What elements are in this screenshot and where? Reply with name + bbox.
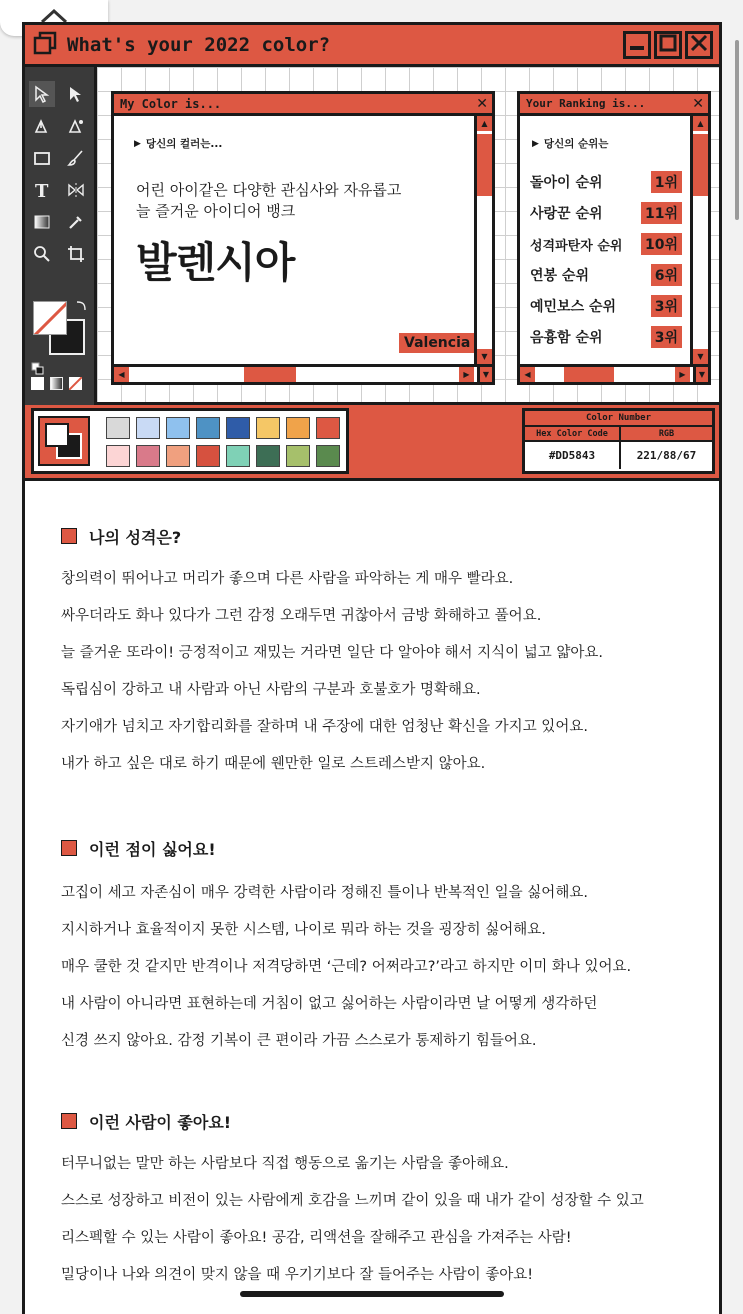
color-swatch[interactable]	[106, 417, 130, 439]
scroll-right-icon[interactable]: ▶	[459, 367, 474, 382]
color-swatch[interactable]	[166, 417, 190, 439]
ranking-value: 3위	[651, 295, 682, 317]
paragraph-line: 창의력이 뛰어나고 머리가 좋으며 다른 사람을 파악하는 게 매우 빨라요.	[61, 571, 514, 587]
horizontal-scrollbar[interactable]	[520, 364, 708, 382]
color-swatch[interactable]	[136, 417, 160, 439]
section-heading	[61, 1106, 683, 1136]
scroll-left-icon[interactable]: ◀	[114, 367, 129, 382]
ranking-item	[530, 201, 682, 225]
bullet-triangle-icon: ▶	[134, 138, 141, 149]
my-color-panel-title: My Color is...	[120, 96, 222, 111]
brush-tool-icon[interactable]	[63, 145, 89, 171]
section-heading	[61, 833, 683, 863]
current-color-preview[interactable]	[38, 416, 90, 466]
ranking-panel-title: Your Ranking is...	[526, 97, 646, 110]
no-fill-icon[interactable]	[69, 377, 82, 390]
panel-close-icon[interactable]: ✕	[692, 95, 704, 112]
ranking-item	[530, 170, 682, 194]
close-button[interactable]	[685, 31, 713, 59]
app-window	[22, 22, 722, 1314]
paragraph-line: 싸우더라도 화나 있다가 그런 감정 오래두면 귀찮아서 금방 화해하고 풀어요.	[61, 608, 542, 624]
horizontal-scrollbar[interactable]	[114, 364, 492, 382]
window-title: What's your 2022 color?	[67, 33, 331, 56]
ranking-label: 예민보스 순위	[530, 299, 617, 315]
ranking-label: 성격파탄자 순위	[530, 238, 623, 254]
ranking-value: 6위	[651, 264, 682, 286]
ranking-item	[530, 232, 682, 256]
panel-close-icon[interactable]: ✕	[476, 95, 488, 112]
scroll-thumb[interactable]	[564, 367, 614, 382]
color-swatch[interactable]	[226, 445, 250, 467]
color-swatch[interactable]	[316, 417, 340, 439]
color-number-panel	[522, 408, 715, 474]
ranking-item	[530, 263, 682, 287]
maximize-icon	[659, 34, 677, 56]
zoom-tool-icon[interactable]	[29, 241, 55, 267]
paragraph-line: 독립심이 강하고 내 사람과 아닌 사람의 구분과 호불호가 명확해요.	[61, 682, 481, 698]
scroll-down-icon[interactable]: ▼	[477, 349, 492, 364]
my-color-panel	[111, 91, 495, 385]
scroll-down-icon[interactable]: ▼	[693, 367, 708, 382]
swatch-panel	[31, 408, 349, 474]
workspace	[25, 67, 719, 405]
hex-label: Hex Color Code	[525, 427, 621, 440]
color-swatch[interactable]	[316, 445, 340, 467]
color-swatch[interactable]	[136, 445, 160, 467]
curvature-pen-icon[interactable]	[63, 113, 89, 139]
title-bar	[25, 25, 719, 67]
hex-value: #DD5843	[525, 442, 621, 469]
scroll-thumb[interactable]	[477, 134, 492, 196]
vertical-scrollbar[interactable]	[474, 116, 492, 364]
ranking-label: 음흉함 순위	[530, 330, 603, 346]
crop-tool-icon[interactable]	[63, 241, 89, 267]
my-color-sub-label	[134, 136, 222, 151]
pen-tool-icon[interactable]	[29, 113, 55, 139]
type-tool-icon[interactable]	[29, 177, 55, 203]
reflect-tool-icon[interactable]	[63, 177, 89, 203]
color-swatch[interactable]	[226, 417, 250, 439]
maximize-button[interactable]	[654, 31, 682, 59]
paragraph-line: 터무니없는 말만 하는 사람보다 직접 행동으로 옮기는 사람을 좋아해요.	[61, 1156, 509, 1172]
scroll-up-icon[interactable]: ▲	[693, 116, 708, 131]
paragraph-line: 자기애가 넘치고 자기합리화를 잘하며 내 주장에 대한 엄청난 확신을 가지고 있어요.	[61, 719, 588, 735]
scroll-left-icon[interactable]: ◀	[520, 367, 535, 382]
paragraph-line: 리스펙할 수 있는 사람이 좋아요! 공감, 리액션을 잘해주고 관심을 가져주는 사람!	[61, 1230, 572, 1246]
section-title: 나의 성격은?	[89, 527, 182, 547]
ranking-item	[530, 325, 682, 349]
paragraph-line: 밀당이나 나와 의견이 맞지 않을 때 우기기보다 잘 들어주는 사람이 좋아요!	[61, 1267, 534, 1283]
paragraph-line: 매우 쿨한 것 같지만 반격이나 저격당하면 ‘근데? 어쩌라고?’라고 하지만 이미 화나 있어요.	[61, 959, 632, 975]
color-swatch[interactable]	[286, 417, 310, 439]
rgb-value: 221/88/67	[636, 449, 697, 462]
paragraph-line: 스스로 성장하고 비전이 있는 사람에게 호감을 느끼며 같이 있을 때 내가 같이 성장할 수 있고	[61, 1193, 644, 1209]
ranking-label: 사랑꾼 순위	[530, 206, 603, 222]
color-number-header: Color Number	[525, 411, 712, 427]
tool-panel	[25, 67, 97, 405]
vertical-scrollbar[interactable]	[690, 116, 708, 364]
ranking-label: 연봉 순위	[530, 268, 589, 284]
section-heading	[61, 521, 683, 551]
section-bullet-icon	[61, 840, 77, 856]
paragraph-line: 내 사람이 아니라면 표현하는데 거침이 없고 싫어하는 사람이라면 날 어떻게 생각하던	[61, 996, 598, 1012]
color-swatch[interactable]	[256, 417, 280, 439]
color-swatch[interactable]	[166, 445, 190, 467]
ranking-value: 11위	[641, 202, 682, 224]
page-scrollbar[interactable]	[735, 40, 739, 220]
section-title: 이런 사람이 좋아요!	[89, 1112, 232, 1132]
fill-stroke-swatch[interactable]	[31, 297, 89, 355]
minimize-icon	[628, 34, 646, 56]
color-swatch[interactable]	[196, 445, 220, 467]
color-description	[136, 180, 401, 222]
eyedropper-tool-icon[interactable]	[63, 209, 89, 235]
home-indicator[interactable]	[240, 1291, 504, 1297]
section-title: 이런 점이 싫어요!	[89, 839, 216, 859]
ranking-sub-label	[532, 136, 608, 151]
ranking-label: 돌아이 순위	[530, 175, 603, 191]
scroll-right-icon[interactable]: ▶	[675, 367, 690, 382]
app-logo-icon	[33, 30, 59, 60]
color-swatch[interactable]	[106, 445, 130, 467]
scroll-up-icon[interactable]: ▲	[477, 116, 492, 131]
scroll-down-icon[interactable]: ▼	[477, 367, 492, 382]
section-bullet-icon	[61, 1113, 77, 1129]
close-icon	[690, 34, 708, 56]
sub-label-text: 당신의 순위는	[543, 138, 609, 150]
minimize-button[interactable]	[623, 31, 651, 59]
rectangle-tool-icon[interactable]	[29, 145, 55, 171]
content-body	[25, 481, 719, 1294]
paragraph-line: 신경 쓰지 않아요. 감정 기복이 큰 편이라 가끔 스스로가 통제하기 힘들어요.	[61, 1033, 537, 1049]
paragraph-line: 늘 즐거운 또라이! 긍정적이고 재밌는 거라면 일단 다 알아야 해서 지식이 넓고 얇아요.	[61, 645, 603, 661]
paragraph-line: 고집이 세고 자존심이 매우 강력한 사람이라 정해진 틀이나 반복적인 일을 싫어해요.	[61, 885, 588, 901]
description-line: 늘 즐거운 아이디어 뱅크	[136, 202, 296, 220]
color-fill-icon[interactable]	[31, 377, 44, 390]
direct-selection-tool-icon[interactable]	[63, 81, 89, 107]
paragraph-line: 지시하거나 효율적이지 못한 시스템, 나이로 뭐라 하는 것을 굉장히 싫어해요.	[61, 922, 546, 938]
gradient-fill-icon[interactable]	[50, 377, 63, 390]
selection-tool-icon[interactable]	[29, 81, 55, 107]
gradient-tool-icon[interactable]	[29, 209, 55, 235]
color-english-name: Valencia	[399, 333, 475, 353]
ranking-value: 10위	[641, 233, 682, 255]
section-bullet-icon	[61, 528, 77, 544]
description-line: 어린 아이같은 다양한 관심사와 자유롭고	[136, 181, 402, 199]
rgb-label: RGB	[621, 427, 712, 440]
bullet-triangle-icon: ▶	[532, 138, 539, 149]
svg-text:T: T	[35, 181, 49, 199]
ranking-item	[530, 294, 682, 318]
paragraph-line: 내가 하고 싶은 대로 하기 때문에 웬만한 일로 스트레스받지 않아요.	[61, 756, 486, 772]
ranking-panel	[517, 91, 711, 385]
scroll-thumb[interactable]	[693, 134, 708, 196]
color-swatch[interactable]	[256, 445, 280, 467]
fill-mode-buttons	[31, 377, 91, 393]
color-name: 발렌시아	[136, 238, 295, 287]
palette-bar	[25, 405, 719, 481]
ranking-value: 3위	[651, 326, 682, 348]
ranking-value: 1위	[651, 171, 682, 193]
scroll-thumb[interactable]	[244, 367, 296, 382]
sub-label-text: 당신의 컬러는...	[145, 138, 223, 150]
color-swatch[interactable]	[196, 417, 220, 439]
scroll-down-icon[interactable]: ▼	[693, 349, 708, 364]
color-swatch[interactable]	[286, 445, 310, 467]
swap-arrow-icon[interactable]	[75, 297, 87, 316]
